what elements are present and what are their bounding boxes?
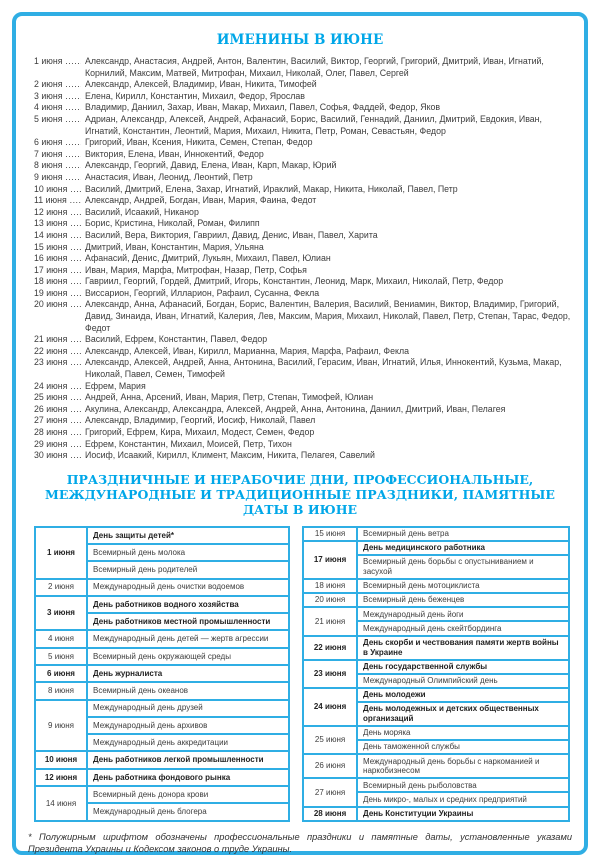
nameday-entry — [34, 392, 574, 404]
nameday-names: Ефрем, Константин, Михаил, Моисей, Петр, Тихон — [85, 438, 292, 449]
nameday-entry — [34, 102, 574, 114]
holiday-name-cell: Всемирный день окружающей среды — [87, 648, 289, 665]
holiday-date-cell: 24 июня — [303, 688, 357, 726]
holiday-row — [35, 630, 289, 647]
holiday-name-cell: Международный день скейтбординга — [357, 621, 569, 635]
nameday-entry — [34, 439, 574, 451]
nameday-names: Александр, Анна, Афанасий, Богдан, Борис, Валентин, Валерия, Василий, Вениамин, Виктор, Владимир, Григорий, Давид, Зинаида, Иван, Игнатий, Калерия, Лев, Максим, Мария, Михаил, Николай, Павел, Петр, Степан, Тарас, Федор, Федот — [85, 299, 571, 333]
nameday-names: Афанасий, Денис, Дмитрий, Лукьян, Михаил, Павел, Юлиан — [85, 253, 331, 264]
holiday-row — [35, 769, 289, 786]
holiday-date-cell: 15 июня — [303, 527, 357, 541]
nameday-date: 8 июня ..... — [34, 160, 81, 172]
holiday-row — [303, 607, 569, 621]
nameday-entry — [34, 276, 574, 288]
nameday-entry — [34, 450, 574, 462]
holiday-name-cell: День микро-, малых и средних предприятий — [357, 792, 569, 806]
nameday-entry — [34, 346, 574, 358]
nameday-entry — [34, 149, 574, 161]
holiday-name-cell: Международный день детей — жертв агрессии — [87, 630, 289, 647]
holiday-date-cell: 14 июня — [35, 786, 87, 821]
holiday-date-cell: 22 июня — [303, 636, 357, 660]
holiday-date-cell: 9 июня — [35, 700, 87, 752]
nameday-date: 4 июня ..... — [34, 102, 81, 114]
holiday-row — [35, 596, 289, 613]
nameday-date: 22 июня ..... — [34, 346, 81, 358]
nameday-date: 1 июня ..... — [34, 56, 81, 79]
nameday-entry — [34, 334, 574, 346]
nameday-names: Иосиф, Исаакий, Кирилл, Климент, Максим, Никита, Пелагея, Савелий — [85, 450, 375, 461]
footnote: * Полужирным шрифтом обозначены профессиональные праздники и памятные даты, установленные указами Президента Украины и Кодексом законов о труде Украины. — [28, 831, 572, 855]
holiday-name-cell: День скорби и чествования памяти жертв войны в Украине — [357, 636, 569, 660]
nameday-date: 12 июня ..... — [34, 207, 81, 219]
holiday-date-cell: 27 июня — [303, 778, 357, 806]
holiday-name-cell: День защиты детей* — [87, 527, 289, 544]
holiday-date-cell: 18 июня — [303, 579, 357, 593]
nameday-names: Виссарион, Георгий, Илларион, Рафаил, Сусанна, Фекла — [85, 287, 320, 298]
holiday-date-cell: 17 июня — [303, 541, 357, 579]
nameday-date: 19 июня ..... — [34, 288, 81, 300]
namedays-list — [34, 56, 574, 462]
holiday-name-cell: День медицинского работника — [357, 541, 569, 555]
nameday-names: Александр, Алексей, Иван, Кирилл, Марианна, Мария, Марфа, Рафаил, Фекла — [85, 345, 409, 356]
nameday-date: 30 июня ..... — [34, 450, 81, 462]
holiday-name-cell: Международный день очистки водоемов — [87, 579, 289, 596]
nameday-date: 28 июня ..... — [34, 427, 81, 439]
holiday-row — [35, 579, 289, 596]
nameday-date: 11 июня ..... — [34, 195, 81, 207]
holiday-date-cell: 28 июня — [303, 807, 357, 821]
holidays-table-left-body — [35, 527, 289, 821]
nameday-names: Борис, Кристина, Николай, Роман, Филипп — [85, 218, 260, 229]
nameday-entry — [34, 253, 574, 265]
nameday-entry — [34, 381, 574, 393]
nameday-entry — [34, 114, 574, 137]
holiday-row — [35, 527, 289, 544]
nameday-entry — [34, 288, 574, 300]
holiday-name-cell: День работников местной промышленности — [87, 613, 289, 630]
nameday-entry — [34, 230, 574, 242]
holiday-name-cell: День работника фондового рынка — [87, 769, 289, 786]
holidays-table-right-body — [303, 527, 569, 821]
holiday-date-cell: 21 июня — [303, 607, 357, 635]
holiday-row — [35, 700, 289, 717]
holiday-name-cell: День Конституции Украины — [357, 807, 569, 821]
holidays-table-right — [302, 526, 570, 822]
nameday-date: 24 июня ..... — [34, 381, 81, 393]
nameday-entry — [34, 357, 574, 380]
holiday-date-cell: 23 июня — [303, 660, 357, 688]
holiday-row — [303, 636, 569, 660]
holiday-name-cell: Всемирный день океанов — [87, 682, 289, 699]
nameday-names: Василий, Вера, Виктория, Гавриил, Давид, Денис, Иван, Павел, Харита — [85, 229, 378, 240]
nameday-names: Александр, Анастасия, Андрей, Антон, Валентин, Василий, Виктор, Георгий, Григорий, Дмитрий, Иван, Игнатий, Корнилий, Максим, Матвей, Митрофан, Михаил, Николай, Олег, Павел, Сергей — [85, 56, 544, 78]
holiday-name-cell: День молодежных и детских общественных организаций — [357, 702, 569, 726]
holiday-date-cell: 2 июня — [35, 579, 87, 596]
nameday-names: Иван, Мария, Марфа, Митрофан, Назар, Петр, Софья — [85, 264, 307, 275]
holiday-date-cell: 8 июня — [35, 682, 87, 699]
nameday-date: 20 июня ..... — [34, 299, 81, 334]
nameday-date: 2 июня ..... — [34, 79, 81, 91]
nameday-date: 29 июня ..... — [34, 439, 81, 451]
holiday-row — [303, 660, 569, 674]
nameday-names: Дмитрий, Иван, Константин, Мария, Ульяна — [85, 241, 264, 252]
holiday-date-cell: 26 июня — [303, 754, 357, 778]
nameday-date: 21 июня ..... — [34, 334, 81, 346]
holiday-name-cell: Международный день архивов — [87, 717, 289, 734]
holiday-row — [303, 688, 569, 702]
holiday-name-cell: Всемирный день мотоциклиста — [357, 579, 569, 593]
nameday-entry — [34, 172, 574, 184]
nameday-date: 6 июня ..... — [34, 137, 81, 149]
holiday-name-cell: Международный день друзей — [87, 700, 289, 717]
nameday-date: 27 июня ..... — [34, 415, 81, 427]
nameday-entry — [34, 137, 574, 149]
nameday-date: 3 июня ..... — [34, 91, 81, 103]
holiday-date-cell: 6 июня — [35, 665, 87, 682]
nameday-names: Виктория, Елена, Иван, Иннокентий, Федор — [85, 148, 264, 159]
nameday-entry — [34, 299, 574, 334]
nameday-names: Григорий, Ефрем, Кира, Михаил, Модест, Семен, Федор — [85, 427, 315, 437]
nameday-entry — [34, 79, 574, 91]
holiday-name-cell: День работников легкой промышленности — [87, 751, 289, 768]
holiday-name-cell: Всемирный день рыболовства — [357, 778, 569, 792]
holiday-date-cell: 1 июня — [35, 527, 87, 579]
nameday-entry — [34, 415, 574, 427]
nameday-names: Александр, Владимир, Георгий, Иосиф, Николай, Павел — [85, 415, 316, 426]
holiday-row — [303, 726, 569, 740]
holidays-title: ПРАЗДНИЧНЫЕ И НЕРАБОЧИЕ ДНИ, ПРОФЕССИОНАЛЬНЫЕ, МЕЖДУНАРОДНЫЕ И ТРАДИЦИОННЫЕ ПРАЗДНИКИ, ПАМЯТНЫЕ ДАТЫ В ИЮНЕ — [45, 471, 555, 517]
nameday-date: 23 июня ..... — [34, 357, 81, 380]
holiday-row — [35, 665, 289, 682]
holiday-name-cell: День государственной службы — [357, 660, 569, 674]
nameday-date: 17 июня ..... — [34, 265, 81, 277]
holiday-name-cell: День молодежи — [357, 688, 569, 702]
holiday-name-cell: Международный день блогера — [87, 803, 289, 821]
holiday-date-cell: 20 июня — [303, 593, 357, 607]
nameday-entry — [34, 265, 574, 277]
nameday-names: Александр, Андрей, Богдан, Иван, Мария, Фаина, Федот — [85, 195, 317, 206]
holiday-name-cell: Всемирный день родителей — [87, 561, 289, 578]
holiday-row — [35, 648, 289, 665]
nameday-names: Александр, Георгий, Давид, Елена, Иван, Карп, Макар, Юрий — [85, 160, 337, 171]
holiday-row — [303, 541, 569, 555]
nameday-entry — [34, 427, 574, 439]
holiday-name-cell: Международный день аккредитации — [87, 734, 289, 751]
nameday-date: 5 июня ..... — [34, 114, 81, 137]
holiday-row — [303, 593, 569, 607]
holiday-date-cell: 25 июня — [303, 726, 357, 754]
nameday-date: 16 июня ..... — [34, 253, 81, 265]
nameday-entry — [34, 404, 574, 416]
holiday-name-cell: Международный Олимпийский день — [357, 674, 569, 688]
nameday-names: Александр, Алексей, Андрей, Анна, Антонина, Василий, Герасим, Иван, Игнатий, Илья, Иннокентий, Кузьма, Макар, Николай, Павел, Семен, Тимофей — [85, 357, 562, 380]
holiday-name-cell: Всемирный день ветра — [357, 527, 569, 541]
namedays-title: ИМЕНИНЫ В ИЮНЕ — [216, 32, 384, 48]
holiday-name-cell: День работников водного хозяйства — [87, 596, 289, 613]
nameday-entry — [34, 195, 574, 207]
nameday-date: 15 июня ..... — [34, 242, 81, 254]
nameday-entry — [34, 184, 574, 196]
nameday-entry — [34, 207, 574, 219]
nameday-date: 18 июня ..... — [34, 276, 81, 288]
holiday-row — [303, 754, 569, 778]
holiday-name-cell: День таможенной службы — [357, 740, 569, 754]
nameday-date: 14 июня ..... — [34, 230, 81, 242]
holiday-name-cell: День моряка — [357, 726, 569, 740]
holiday-date-cell: 10 июня — [35, 751, 87, 768]
nameday-names: Ефрем, Мария — [85, 380, 146, 391]
nameday-names: Елена, Кирилл, Константин, Михаил, Федор, Ярослав — [85, 90, 305, 101]
nameday-entry — [34, 242, 574, 254]
holidays-tables — [26, 526, 574, 822]
holiday-name-cell: Международный день борьбы с наркоманией и наркобизнесом — [357, 754, 569, 778]
nameday-names: Василий, Исаакий, Никанор — [85, 206, 199, 217]
holiday-date-cell: 5 июня — [35, 648, 87, 665]
holiday-name-cell: День журналиста — [87, 665, 289, 682]
nameday-date: 9 июня ..... — [34, 172, 81, 184]
nameday-names: Адриан, Александр, Алексей, Андрей, Афанасий, Борис, Василий, Геннадий, Даниил, Дмитрий, Евдокия, Иван, Игнатий, Константин, Леонтий, Мария, Михаил, Никита, Петр, Роман, Севастьян, Федор — [85, 113, 542, 136]
nameday-names: Владимир, Даниил, Захар, Иван, Макар, Михаил, Павел, Софья, Фаддей, Федор, Яков — [85, 102, 441, 113]
holiday-name-cell: Всемирный день молока — [87, 544, 289, 561]
nameday-entry — [34, 56, 574, 79]
holiday-row — [303, 807, 569, 821]
holiday-name-cell: Всемирный день беженцев — [357, 593, 569, 607]
holiday-row — [303, 527, 569, 541]
nameday-date: 10 июня ..... — [34, 184, 81, 196]
holiday-date-cell: 3 июня — [35, 596, 87, 631]
holiday-date-cell: 12 июня — [35, 769, 87, 786]
nameday-names: Гавриил, Георгий, Гордей, Дмитрий, Игорь, Константин, Леонид, Марк, Михаил, Николай, Петр, Федор — [85, 276, 504, 287]
nameday-date: 26 июня ..... — [34, 404, 81, 416]
holiday-name-cell: Всемирный день донора крови — [87, 786, 289, 803]
holiday-row — [303, 579, 569, 593]
nameday-date: 7 июня ..... — [34, 149, 81, 161]
nameday-names: Александр, Алексей, Владимир, Иван, Никита, Тимофей — [85, 79, 317, 90]
holiday-row — [35, 682, 289, 699]
nameday-names: Анастасия, Иван, Леонид, Леонтий, Петр — [85, 171, 253, 182]
nameday-entry — [34, 160, 574, 172]
holiday-name-cell: Всемирный день борьбы с опустыниванием и засухой — [357, 555, 569, 579]
holiday-row — [35, 751, 289, 768]
holidays-table-left — [34, 526, 290, 822]
nameday-date: 25 июня ..... — [34, 392, 81, 404]
nameday-names: Акулина, Александр, Александра, Алексей, Андрей, Анна, Антонина, Даниил, Дмитрий, Иван, Пелагея — [85, 403, 506, 414]
holiday-name-cell: Международный день йоги — [357, 607, 569, 621]
nameday-names: Василий, Дмитрий, Елена, Захар, Игнатий, Ираклий, Макар, Никита, Николай, Павел, Петр — [85, 183, 458, 194]
nameday-date: 13 июня ..... — [34, 218, 81, 230]
nameday-names: Василий, Ефрем, Константин, Павел, Федор — [85, 334, 268, 345]
nameday-entry — [34, 218, 574, 230]
holiday-row — [35, 786, 289, 803]
holiday-row — [303, 778, 569, 792]
nameday-entry — [34, 91, 574, 103]
calendar-page — [26, 24, 574, 855]
nameday-names: Андрей, Анна, Арсений, Иван, Мария, Петр, Степан, Тимофей, Юлиан — [85, 392, 374, 403]
holiday-date-cell: 4 июня — [35, 630, 87, 647]
nameday-names: Григорий, Иван, Ксения, Никита, Семен, Степан, Федор — [85, 137, 313, 148]
